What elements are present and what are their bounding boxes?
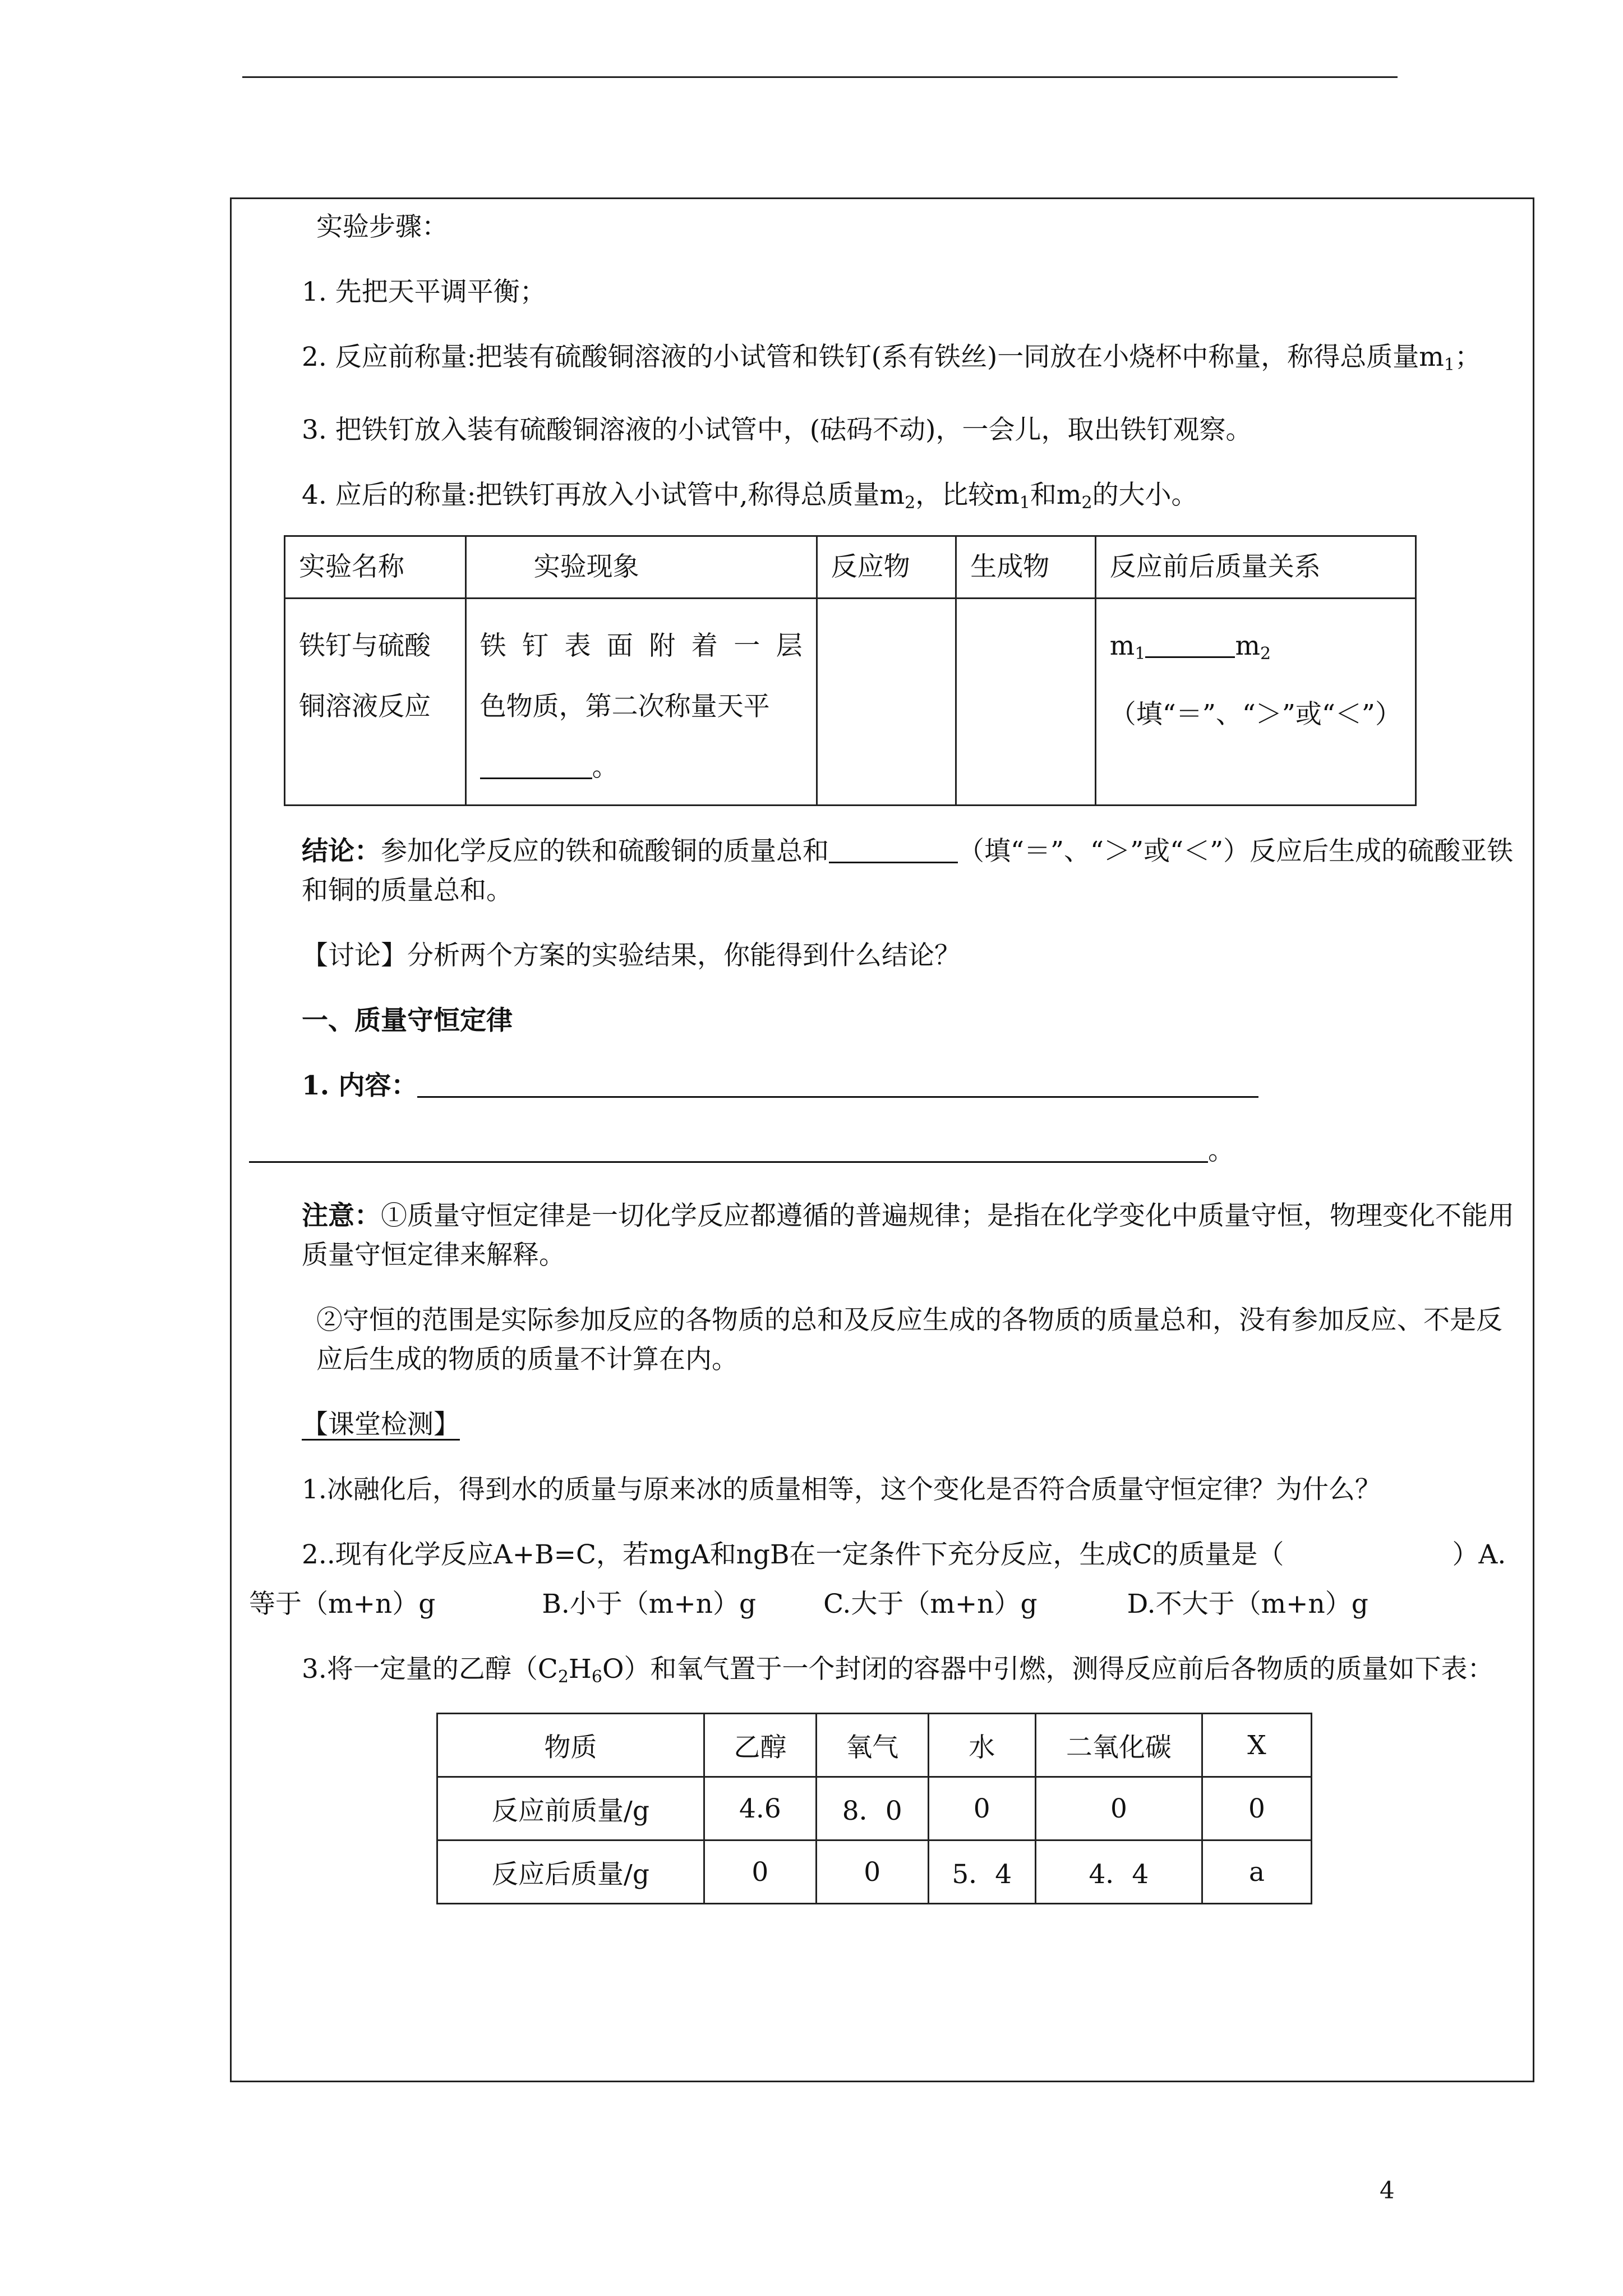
discussion: 【讨论】分析两个方案的实验结果，你能得到什么结论？ xyxy=(302,940,961,971)
products-cell[interactable] xyxy=(956,599,1096,806)
table-row xyxy=(437,1841,1312,1904)
table-cell: 5．4 xyxy=(928,1841,1035,1904)
header-cell: 二氧化碳 xyxy=(1035,1714,1202,1777)
table-cell: 8．0 xyxy=(816,1777,928,1841)
header-cell: 反应前后质量关系 xyxy=(1095,536,1415,599)
mass-table xyxy=(436,1713,1312,1904)
table-cell: 0 xyxy=(704,1841,817,1904)
question-3: 3.将一定量的乙醇$(C_2H_6O)$和氧气置于一个封闭的容器中引燃，测得反应前后各物质的质量如下表： xyxy=(302,1654,1494,1687)
classroom-test-heading: 【课堂检测】 xyxy=(302,1409,460,1440)
step-2: 2. 反应前称量:把装有硫酸铜溶液的小试管和铁钉(系有铁丝)一同放在小烧杯中称量，称得总质量$m_1$； xyxy=(302,342,1481,375)
section-title: 一、质量守恒定律 xyxy=(302,1005,513,1036)
phenomenon-blank[interactable] xyxy=(480,749,592,779)
content-blank[interactable] xyxy=(417,1068,1258,1098)
table-cell: 0 xyxy=(1202,1777,1312,1841)
table-cell: 4．4 xyxy=(1035,1841,1202,1904)
content-line-2: 。 xyxy=(249,1131,1522,1171)
page-number: 4 xyxy=(1380,2177,1395,2204)
experiment-table xyxy=(284,535,1417,806)
experiment-table-header xyxy=(285,536,1416,599)
header-cell: 乙醇 xyxy=(704,1714,817,1777)
relation-blank[interactable] xyxy=(1145,628,1235,658)
table-cell: 反应前质量/g xyxy=(437,1777,704,1841)
worksheet-content xyxy=(249,208,1522,1904)
table-cell: 0 xyxy=(928,1777,1035,1841)
note-2: ②守恒的范围是实际参加反应的各物质的总和及反应生成的各物质的质量总和，没有参加反应、不是反应后生成的物质的质量不计算在内。 xyxy=(316,1305,1502,1375)
step-4: 4. 应后的称量:把铁钉再放入小试管中,称得总质量$m_2$，比较$m_1$和$m_2$的大小。 xyxy=(302,480,1198,513)
header-cell: X xyxy=(1202,1714,1312,1777)
note-1: 注意：①质量守恒定律是一切化学反应都遵循的普遍规律；是指在化学变化中质量守恒，物理变化不能用质量守恒定律来解释。 xyxy=(302,1200,1514,1271)
header-cell: 水 xyxy=(928,1714,1035,1777)
table-cell: 0 xyxy=(816,1841,928,1904)
reactants-cell[interactable] xyxy=(817,599,956,806)
question-2: 2..现有化学反应A+B=C，若mgA和ngB在一定条件下充分反应，生成C的质量是（ ）A. xyxy=(302,1539,1506,1570)
header-cell: 实验名称 xyxy=(285,536,466,599)
step-1: 1. 先把天平调平衡； xyxy=(302,277,546,307)
header-cell: 生成物 xyxy=(956,536,1096,599)
mass-table-header xyxy=(437,1714,1312,1777)
table-cell: 4.6 xyxy=(704,1777,817,1841)
question-1: 1.冰融化后，得到水的质量与原来冰的质量相等，这个变化是否符合质量守恒定律？为什么？ xyxy=(302,1474,1381,1505)
header-cell: 实验现象 xyxy=(465,536,817,599)
experiment-name: 铁钉与硫酸铜溶液反应 xyxy=(285,599,466,806)
table-cell: a xyxy=(1202,1841,1312,1904)
step-3: 3. 把铁钉放入装有硫酸铜溶液的小试管中，(砝码不动)，一会儿，取出铁钉观察。 xyxy=(302,415,1252,445)
header-cell: 氧气 xyxy=(816,1714,928,1777)
mass-relation: $m_1$ $m_2$ （填“＝”、“＞”或“＜”） xyxy=(1095,599,1415,806)
content-line: 1. 内容： xyxy=(249,1066,1522,1106)
conclusion-blank[interactable] xyxy=(829,834,958,863)
table-row xyxy=(437,1777,1312,1841)
table-cell: 反应后质量/g xyxy=(437,1841,704,1904)
header-cell: 物质 xyxy=(437,1714,704,1777)
experiment-table-row xyxy=(285,599,1416,806)
header-rule xyxy=(242,76,1398,78)
header-cell: 反应物 xyxy=(817,536,956,599)
conclusion: 结论：参加化学反应的铁和硫酸铜的质量总和 （填“＝”、“＞”或“＜”）反应后生成的硫酸亚铁和铜的质量总和。 xyxy=(249,832,1522,910)
content-blank-2[interactable] xyxy=(249,1133,1208,1163)
table-cell: 0 xyxy=(1035,1777,1202,1841)
question-2-options: 等于（m+n）g B.小于（m+n）g C.大于（m+n）g D.不大于（m+n）g xyxy=(249,1589,1368,1619)
steps-heading: 实验步骤： xyxy=(316,211,448,242)
experiment-phenomenon: 铁钉表面附着一层 色物质，第二次称量天平。 xyxy=(465,599,817,806)
